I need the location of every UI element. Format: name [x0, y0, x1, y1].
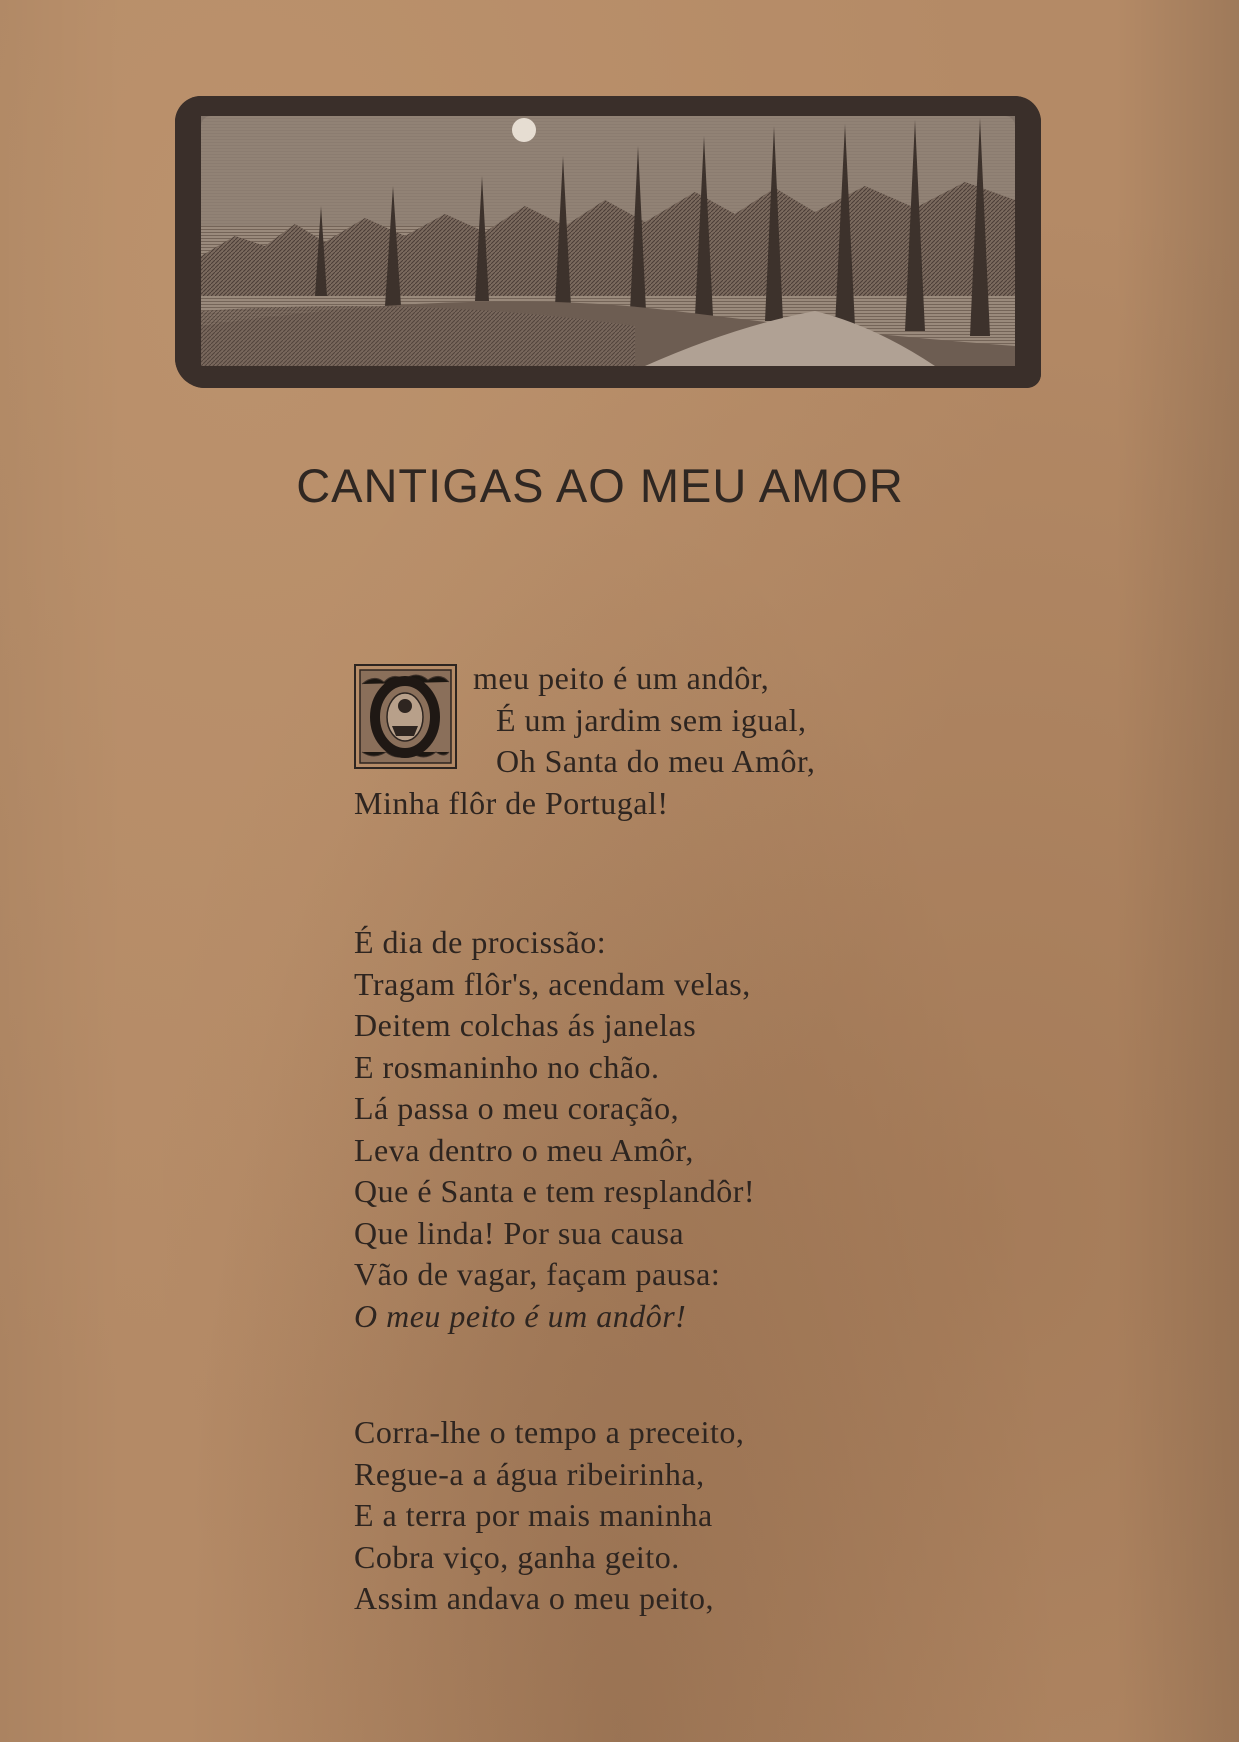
stanza-3	[354, 1412, 744, 1620]
stanza-3-line-2: Regue-a a água ribeirinha,	[354, 1455, 705, 1492]
stanza-2-line-5: Lá passa o meu coração,	[354, 1090, 680, 1126]
stanza-2-line-2: Tragam flôr's, acendam velas,	[354, 965, 751, 1002]
stanza-3-line-1: Corra-lhe o tempo a preceito,	[354, 1414, 745, 1450]
stanza-1-line-2: É um jardim sem igual,	[496, 701, 807, 738]
stanza-2	[354, 922, 755, 1337]
poem-title: CANTIGAS AO MEU AMOR	[296, 459, 904, 512]
stanza-2-line-7: Que é Santa e tem resplandôr!	[354, 1173, 756, 1209]
stanza-1-line-4: Minha flôr de Portugal!	[354, 784, 669, 821]
stanza-2-line-3: Deitem colchas ás janelas	[354, 1007, 697, 1043]
stanza-2-line-1: É dia de procissão:	[354, 924, 607, 960]
stanza-3-line-4: Cobra viço, ganha geito.	[354, 1538, 680, 1575]
stanza-2-line-10: O meu peito é um andôr!	[354, 1297, 687, 1334]
stanza-1-line-1: meu peito é um andôr,	[473, 660, 770, 696]
stanza-1	[354, 658, 815, 824]
stanza-2-line-6: Leva dentro o meu Amôr,	[354, 1131, 694, 1168]
stanza-2-line-8: Que linda! Por sua causa	[354, 1214, 685, 1251]
stanza-3-line-5: Assim andava o meu peito,	[354, 1580, 714, 1616]
stanza-3-line-3: E a terra por mais maninha	[354, 1497, 713, 1533]
landscape-engraving	[175, 96, 1041, 388]
stanza-2-line-9: Vão de vagar, façam pausa:	[354, 1256, 721, 1292]
stanza-2-line-4: E rosmaninho no chão.	[354, 1048, 660, 1085]
landscape-engraving-art	[175, 96, 1041, 388]
stanza-1-line-3: Oh Santa do meu Amôr,	[496, 743, 816, 779]
